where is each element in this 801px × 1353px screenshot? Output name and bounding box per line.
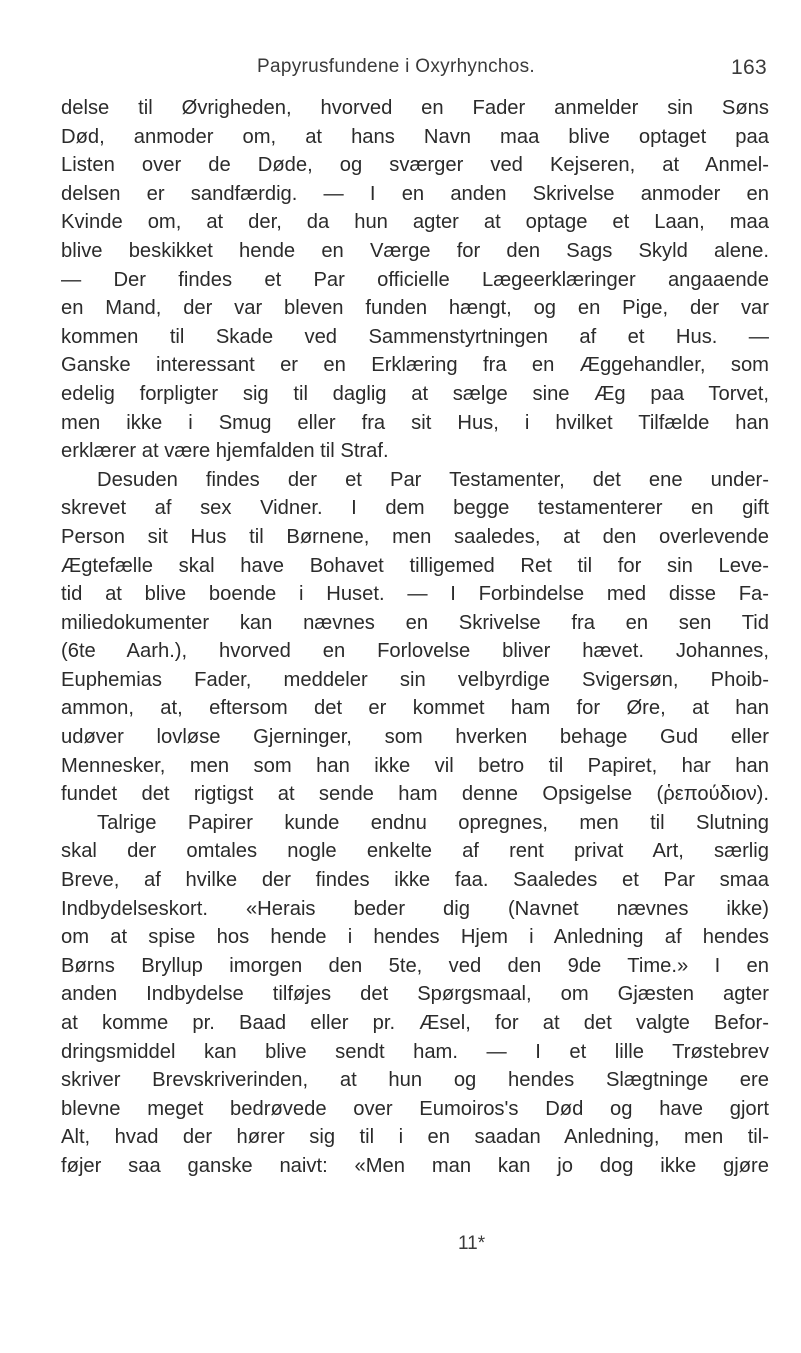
text-line: fundet det rigtigst at sende ham denne Opsigelse (ῥεπούδιον). xyxy=(61,783,769,806)
text-line: at komme pr. Baad eller pr. Æsel, for at det valgte Befor- xyxy=(61,1012,769,1034)
text-line: skrevet af sex Vidner. I dem begge testamenterer en gift xyxy=(61,497,769,520)
running-head xyxy=(61,56,769,94)
text-line: miliedokumenter kan nævnes en Skrivelse fra en sen Tid xyxy=(61,611,769,634)
text-line: edelig forpligter sig til daglig at sælge sine Æg paa Torvet, xyxy=(61,382,769,405)
text-line: skal der omtales nogle enkelte af rent privat Art, særlig xyxy=(61,840,769,863)
text-line: Person sit Hus til Børnene, men saaledes, at den overlevende xyxy=(61,525,769,548)
text-line: udøver lovløse Gjerninger, som hverken behage Gud eller xyxy=(61,726,769,749)
text-line: delsen er sandfærdig. — I en anden Skrivelse anmoder en xyxy=(61,182,769,205)
text-line: blive beskikket hende en Værge for den Sags Skyld alene. xyxy=(61,239,769,262)
text-line: Død, anmoder om, at hans Navn maa blive optaget paa xyxy=(61,125,769,148)
text-line: delse til Øvrigheden, hvorved en Fader anmelder sin Søns xyxy=(61,97,769,119)
text-line: Ganske interessant er en Erklæring fra en Æggehandler, som xyxy=(61,354,769,377)
text-line: en Mand, der var bleven funden hængt, og en Pige, der var xyxy=(61,297,769,320)
text-line: Kvinde om, at der, da hun agter at optage et Laan, maa xyxy=(61,211,769,234)
running-title: Papyrusfundene i Oxyrhynchos. xyxy=(257,56,536,77)
text-line: om at spise hos hende i hendes Hjem i Anledning af hendes xyxy=(61,926,769,949)
book-page xyxy=(61,56,769,1181)
page-number: 163 xyxy=(731,56,767,79)
text-line: Alt, hvad der hører sig til i en saadan Anledning, men til- xyxy=(61,1126,769,1149)
text-line: Desuden findes der et Par Testamenter, det ene under- xyxy=(97,468,769,491)
text-line: skriver Brevskriverinden, at hun og hendes Slægtninge ere xyxy=(61,1069,769,1092)
text-line: — Der findes et Par officielle Lægeerklæringer angaaende xyxy=(61,268,769,291)
text-line: Ægtefælle skal have Bohavet tilligemed Ret til for sin Leve- xyxy=(61,554,769,577)
text-line: tid at blive boende i Huset. — I Forbindelse med disse Fa- xyxy=(61,583,769,606)
body-text xyxy=(61,94,769,1181)
text-line: Talrige Papirer kunde endnu opregnes, men til Slutning xyxy=(97,811,769,834)
text-line: anden Indbydelse tilføjes det Spørgsmaal, om Gjæsten agter xyxy=(61,983,769,1006)
text-line: Breve, af hvilke der findes ikke faa. Saaledes et Par smaa xyxy=(61,869,769,892)
text-line: Listen over de Døde, og sværger ved Kejseren, at Anmel- xyxy=(61,154,769,177)
text-line: Euphemias Fader, meddeler sin velbyrdige Svigersøn, Phoib- xyxy=(61,668,769,691)
text-line: ammon, at, eftersom det er kommet ham for Øre, at han xyxy=(61,697,769,720)
text-line: erklærer at være hjemfalden til Straf. xyxy=(61,440,389,463)
text-line: (6te Aarh.), hvorved en Forlovelse bliver hævet. Johannes, xyxy=(61,640,769,663)
text-line: Børns Bryllup imorgen den 5te, ved den 9de Time.» I en xyxy=(61,954,769,977)
printer-signature-mark: 11* xyxy=(458,1233,486,1254)
text-line: blevne meget bedrøvede over Eumoiros's Død og have gjort xyxy=(61,1097,769,1120)
text-line: føjer saa ganske naivt: «Men man kan jo dog ikke gjøre xyxy=(61,1154,769,1177)
text-line: Indbydelseskort. «Herais beder dig (Navnet nævnes ikke) xyxy=(61,897,769,920)
text-line: Mennesker, men som han ikke vil betro til Papiret, har han xyxy=(61,754,769,777)
text-line: men ikke i Smug eller fra sit Hus, i hvilket Tilfælde han xyxy=(61,411,769,434)
text-line: dringsmiddel kan blive sendt ham. — I et lille Trøstebrev xyxy=(61,1040,769,1063)
text-line: kommen til Skade ved Sammenstyrtningen af et Hus. — xyxy=(61,325,769,348)
